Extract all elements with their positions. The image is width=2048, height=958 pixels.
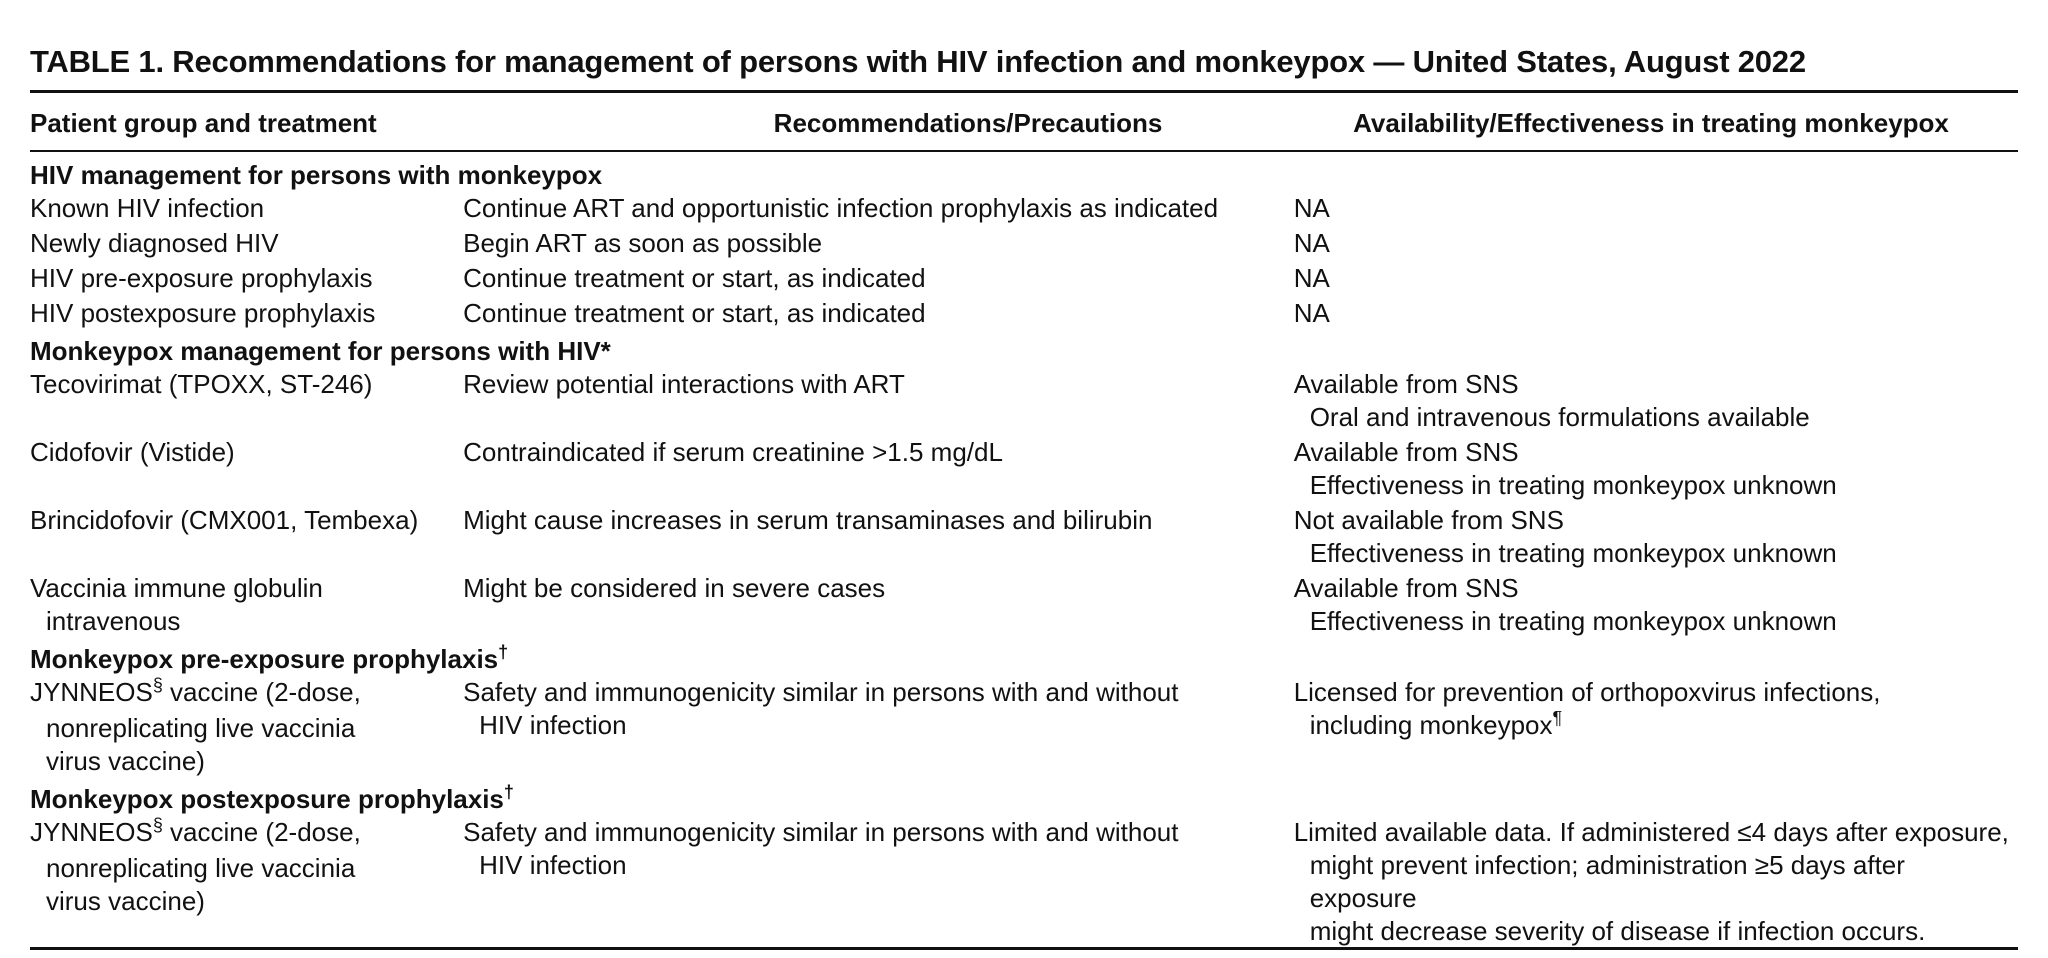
top-rule: [30, 90, 2018, 93]
treatment-cell: Cidofovir (Vistide): [30, 437, 235, 467]
treatment-cell: Known HIV infection: [30, 193, 265, 223]
availability-cell: NA: [1293, 193, 1330, 223]
section-heading: Monkeypox management for persons with HIV*: [30, 336, 611, 366]
treatment-cell: HIV postexposure prophylaxis: [30, 298, 376, 328]
treatment-cell: JYNNEOS§ vaccine (2-dose, nonreplicating live vaccinia virus vaccine): [30, 675, 361, 776]
section-heading: Monkeypox postexposure prophylaxis†: [30, 782, 514, 814]
availability-cell: Not available from SNS Effectiveness in treating monkeypox unknown: [1293, 505, 1837, 568]
footnote-mark: ¶: [1552, 708, 1563, 728]
availability-cell: Available from SNS Effectiveness in treating monkeypox unknown: [1293, 573, 1837, 636]
column-header-availability: Availability/Effectiveness in treating monkeypox: [1353, 108, 1949, 138]
recommendation-cell: Safety and immunogenicity similar in persons with and without HIV infection: [463, 677, 1179, 740]
availability-cell: Licensed for prevention of orthopoxvirus infections, including monkeypox¶: [1293, 677, 1881, 740]
table-row: [30, 504, 2018, 570]
availability-cell: Available from SNS Oral and intravenous formulations available: [1293, 369, 1810, 432]
recommendation-cell: Continue treatment or start, as indicated: [463, 298, 926, 328]
table-row: [30, 368, 2018, 434]
treatment-cell: Vaccinia immune globulin intravenous: [30, 573, 323, 636]
recommendation-cell: Might cause increases in serum transaminases and bilirubin: [463, 505, 1153, 535]
table-row: [30, 192, 2018, 225]
recommendation-cell: Might be considered in severe cases: [463, 573, 886, 603]
bottom-rule: [30, 947, 2018, 950]
header-rule: [30, 150, 2018, 152]
availability-cell: NA: [1293, 263, 1330, 293]
treatment-cell: HIV pre-exposure prophylaxis: [30, 263, 373, 293]
treatment-cell: Newly diagnosed HIV: [30, 228, 279, 258]
footnote-mark: §: [152, 815, 163, 835]
availability-cell: Limited available data. If administered ≤4 days after exposure, might prevent infection; administration ≥5 days after exposure might decrease severity of disease if infection occurs.: [1293, 817, 2009, 946]
recommendation-cell: Safety and immunogenicity similar in persons with and without HIV infection: [463, 817, 1179, 880]
availability-cell: NA: [1293, 228, 1330, 258]
footnote-mark: †: [498, 642, 509, 662]
recommendation-cell: Review potential interactions with ART: [463, 369, 905, 399]
footnote-mark: §: [152, 675, 163, 695]
treatment-cell: Tecovirimat (TPOXX, ST-246): [30, 369, 373, 399]
section-heading: Monkeypox pre-exposure prophylaxis†: [30, 642, 509, 674]
treatment-cell: Brincidofovir (CMX001, Tembexa): [30, 505, 419, 535]
availability-cell: NA: [1293, 298, 1330, 328]
table-row: [30, 436, 2018, 502]
recommendation-cell: Continue ART and opportunistic infection prophylaxis as indicated: [463, 193, 1219, 223]
table-row: [30, 676, 2018, 778]
table-row: [30, 816, 2018, 948]
recommendation-cell: Begin ART as soon as possible: [463, 228, 823, 258]
table-row: [30, 297, 2018, 330]
footnote-mark: †: [503, 782, 514, 802]
section-heading: HIV management for persons with monkeypox: [30, 160, 603, 190]
table-row: [30, 572, 2018, 638]
table-body: [30, 158, 2018, 950]
table-title: TABLE 1. Recommendations for management of persons with HIV infection and monkeypox — United States, August 2022: [30, 44, 1806, 79]
column-header-recommendations: Recommendations/Precautions: [773, 108, 1163, 138]
column-header-treatment: Patient group and treatment: [30, 108, 377, 138]
availability-cell: Available from SNS Effectiveness in treating monkeypox unknown: [1293, 437, 1837, 500]
treatment-cell: JYNNEOS§ vaccine (2-dose, nonreplicating live vaccinia virus vaccine): [30, 815, 361, 916]
recommendation-cell: Contraindicated if serum creatinine >1.5 mg/dL: [463, 437, 1003, 467]
table-row: [30, 262, 2018, 295]
recommendation-cell: Continue treatment or start, as indicated: [463, 263, 926, 293]
table-row: [30, 227, 2018, 260]
